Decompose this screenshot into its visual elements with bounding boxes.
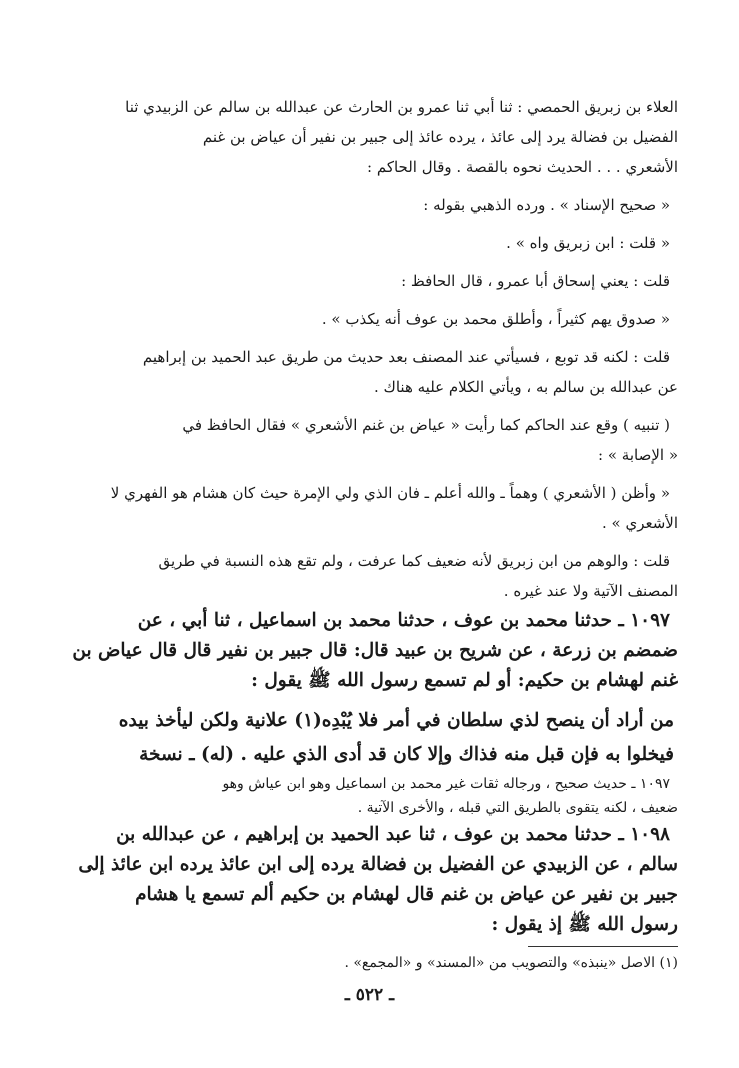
commentary-paragraph <box>64 342 678 402</box>
text-line: ( تنبيه ) وقع عند الحاكم كما رأيت « عياض بن غنم الأشعري » فقال الحافظ في <box>182 416 670 434</box>
quote-line: « صدوق يهم كثيراً ، وأطلق محمد بن عوف أنه يكذب » . <box>321 310 670 328</box>
hadith-1097-note <box>64 772 678 820</box>
text-line: قلت : والوهم من ابن زبريق لأنه ضعيف كما عرفت ، ولم تقع هذه النسبة في طريق <box>158 552 670 570</box>
quote-line: « قلت : ابن زبريق واه » . <box>506 234 670 252</box>
page-number: ـ ٥٢٢ ـ <box>344 985 395 1005</box>
hadith-1097-isnad <box>64 606 678 696</box>
text-line: « الإصابة » : <box>598 446 678 464</box>
text-line: عن عبدالله بن سالم به ، ويأتي الكلام عليه هناك . <box>373 378 678 396</box>
matn-line: فيخلوا به فإن قبل منه فذاك وإلا كان قد أدى الذي عليه . (له) ـ نسخة <box>139 744 674 765</box>
isnad-line: رسول الله ﷺ إذ يقول : <box>491 914 678 935</box>
footnote: (١) الاصل «ينبذه» والتصويب من «المسند» و «المجمع» . <box>344 955 678 971</box>
text-line: قلت : لكنه قد توبع ، فسيأتي عند المصنف بعد حديث من طريق عبد الحميد بن إبراهيم <box>142 348 670 366</box>
text-line: « وأظن ( الأشعري ) وهماً ـ والله أعلم ـ فان الذي ولي الإمرة حيث كان هشام هو الفهري لا <box>110 484 670 502</box>
hadith-1098-isnad <box>64 820 678 940</box>
note-line: ١٠٩٧ ـ حديث صحيح ، ورجاله ثقات غير محمد بن اسماعيل وهو ابن عياش وهو <box>222 776 670 792</box>
isnad-line: ١٠٩٨ ـ حدثنا محمد بن عوف ، ثنا عبد الحميد بن إبراهيم ، عن عبدالله بن <box>116 824 670 845</box>
isnad-line: ١٠٩٧ ـ حدثنا محمد بن عوف ، حدثنا محمد بن اسماعيل ، ثنا أبي ، عن <box>137 610 670 631</box>
hadith-1097-matn <box>64 704 678 772</box>
commentary-paragraph <box>64 92 678 182</box>
quote-line: « صحيح الإسناد » . ورده الذهبي بقوله : <box>423 196 670 214</box>
isnad-line: سالم ، عن الزبيدي عن الفضيل بن فضالة يرده إلى ابن عائذ يرده ابن عائذ إلى <box>78 854 678 875</box>
note-paragraph <box>64 410 678 470</box>
text-line: العلاء بن زبريق الحمصي : ثنا أبي ثنا عمرو بن الحارث عن عبدالله بن سالم عن الزبيدي ثنا <box>125 98 678 116</box>
quote-paragraph <box>64 478 678 538</box>
text-line: الأشعري . . . الحديث نحوه بالقصة . وقال الحاكم : <box>367 158 678 176</box>
footnote-divider <box>528 946 678 947</box>
text-line: الفضيل بن فضالة يرد إلى عائذ ، يرده عائذ إلى جبير بن نفير أن عياض بن غنم <box>202 128 678 146</box>
commentary-paragraph <box>64 546 678 606</box>
isnad-line: جبير بن نفير عن عياض بن غنم قال لهشام بن حكيم ألم تسمع يا هشام <box>135 884 678 905</box>
matn-line: من أراد أن ينصح لذي سلطان في أمر فلا يُبْدِه(١) علانية ولكن ليأخذ بيده <box>118 710 674 731</box>
quote-line: قلت : يعني إسحاق أبا عمرو ، قال الحافظ : <box>401 272 670 290</box>
note-line: ضعيف ، لكنه يتقوى بالطريق التي قبله ، والأخرى الآتية . <box>357 800 678 816</box>
page-body <box>64 92 678 975</box>
text-line: الأشعري » . <box>601 514 678 532</box>
text-line: المصنف الآتية ولا عند غيره . <box>503 582 678 600</box>
isnad-line: غنم لهشام بن حكيم: أو لم تسمع رسول الله ﷺ يقول : <box>251 670 678 691</box>
isnad-line: ضمضم بن زرعة ، عن شريح بن عبيد قال: قال جبير بن نفير قال قال عياض بن <box>72 640 678 661</box>
